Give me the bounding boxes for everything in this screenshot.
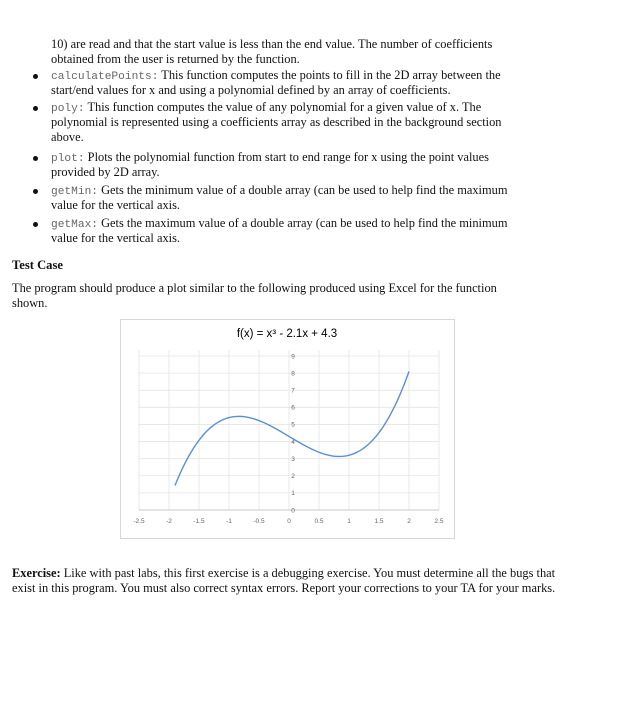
function-name-getmax: getMax: bbox=[51, 219, 98, 231]
test-case-heading: Test Case bbox=[12, 258, 63, 272]
bullet-calculatepoints-line-2: start/end values for x and using a polynomial defined by an array of coefficients. bbox=[51, 83, 451, 97]
x-tick-label: -2.5 bbox=[133, 518, 145, 525]
y-tick-label: 5 bbox=[291, 421, 295, 429]
bullet-text: Plots the polynomial function from start to end range for x using the point values bbox=[84, 150, 489, 164]
bullet-dot bbox=[33, 189, 38, 194]
bullet-text: Gets the minimum value of a double array (can be used to help find the maximum bbox=[98, 183, 508, 197]
chart-title: f(x) = x³ - 2.1x + 4.3 bbox=[236, 328, 338, 340]
x-tick-label: 1.5 bbox=[374, 518, 384, 525]
y-tick-label: 1 bbox=[291, 490, 295, 498]
bullet-dot bbox=[33, 156, 38, 161]
bullet-getmin-line-2: value for the vertical axis. bbox=[51, 198, 181, 212]
intro-line-2: obtained from the user is returned by the function. bbox=[51, 52, 300, 66]
bullet-getmax-line-2: value for the vertical axis. bbox=[51, 231, 181, 245]
bullet-poly-line-2: polynomial is represented using a coefficients array as described in the background section bbox=[51, 115, 502, 129]
function-name-poly: poly: bbox=[51, 103, 85, 115]
exercise-text: Like with past labs, this first exercise is a debugging exercise. You must determine all the bugs that bbox=[60, 566, 556, 580]
chart-frame bbox=[120, 319, 455, 539]
x-tick-label: -1.5 bbox=[193, 518, 205, 525]
x-tick-label: 0.5 bbox=[314, 518, 324, 525]
intro-line-1: 10) are read and that the start value is less than the end value. The number of coefficients bbox=[51, 37, 493, 51]
y-tick-label: 8 bbox=[291, 370, 295, 378]
x-tick-label: 0 bbox=[287, 518, 291, 525]
function-name-getmin: getMin: bbox=[51, 186, 98, 198]
y-tick-label: 7 bbox=[291, 387, 295, 395]
y-tick-label: 6 bbox=[291, 404, 295, 412]
bullet-dot bbox=[33, 222, 38, 227]
chart-grid bbox=[139, 350, 439, 510]
x-tick-label: 1 bbox=[347, 518, 351, 525]
exercise-line-1 bbox=[12, 566, 555, 581]
polynomial-chart bbox=[121, 320, 454, 538]
function-name-calculatepoints: calculatePoints: bbox=[51, 71, 159, 83]
x-tick-label: 2 bbox=[407, 518, 411, 525]
bullet-text: This function computes the value of any polynomial for a given value of x. The bbox=[84, 100, 482, 114]
x-tick-label: -0.5 bbox=[253, 518, 265, 525]
y-tick-label: 3 bbox=[291, 455, 295, 463]
function-name-plot: plot: bbox=[51, 153, 85, 165]
bullet-dot bbox=[33, 74, 38, 79]
bullet-text: Gets the maximum value of a double array (can be used to help find the minimum bbox=[98, 216, 508, 230]
bullet-poly-line-3: above. bbox=[51, 130, 84, 144]
bullet-plot-line-2: provided by 2D array. bbox=[51, 165, 160, 179]
exercise-label: Exercise: bbox=[12, 566, 61, 580]
test-case-line-1: The program should produce a plot similar to the following produced using Excel for the function bbox=[12, 281, 497, 295]
x-tick-label: -2 bbox=[166, 518, 172, 525]
bullet-text: This function computes the points to fill in the 2D array between the bbox=[158, 68, 501, 82]
y-tick-label: 2 bbox=[291, 473, 295, 481]
x-tick-label: -1 bbox=[226, 518, 232, 525]
y-tick-label: 4 bbox=[291, 438, 295, 446]
y-tick-label: 0 bbox=[291, 507, 295, 515]
bullet-dot bbox=[33, 106, 38, 111]
test-case-line-2: shown. bbox=[12, 296, 48, 310]
exercise-line-2: exist in this program. You must also correct syntax errors. Report your corrections to your TA for your marks. bbox=[12, 581, 556, 595]
y-tick-label: 9 bbox=[291, 353, 295, 361]
x-tick-label: 2.5 bbox=[434, 518, 444, 525]
